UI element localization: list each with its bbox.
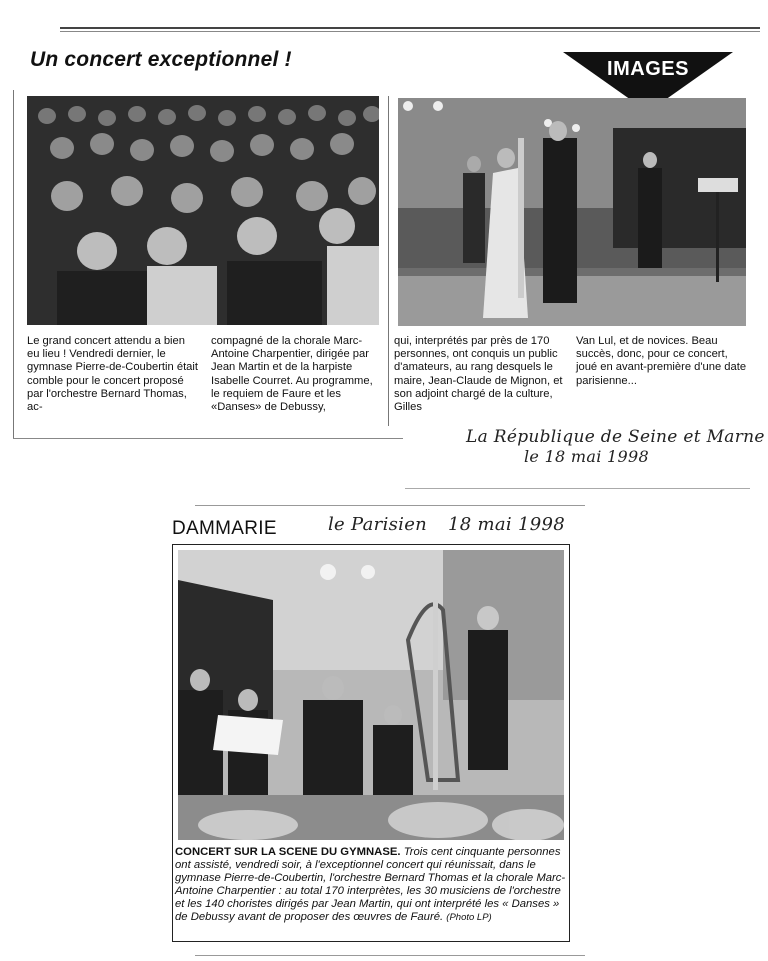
column-divider [388,96,389,426]
handwritten-newspaper-note: le Parisien [328,514,428,535]
clipping-bottom-edge-right [405,488,750,489]
caption-lead: CONCERT SUR LA SCENE DU GYMNASE. [175,846,401,858]
article-column-3 [394,335,564,414]
clipping-bottom-edge [13,438,403,439]
clipping-left-edge [13,90,14,438]
article-column-1-text: Le grand concert attendu a bien eu lieu ! Vendredi dernier, le gymnase Pierre-de-Coubertin était comble pour le concert proposé par l'orchestre Bernard Thomas, ac- [27,335,199,414]
article-column-2 [211,335,383,414]
audience-photo [27,96,379,325]
stage-photo [398,98,746,326]
orchestra-photo [178,550,564,840]
page-bottom-rule [195,955,585,956]
article-column-2-text: compagné de la chorale Marc-Antoine Charpentier, dirigée par Jean Martin et de la harpiste Isabelle Courret. Au programme, le requiem de Faure et les «Danses» de Debussy, [211,335,373,414]
article-column-4 [576,335,748,388]
article2-top-rule [195,505,585,506]
photo-credit: (Photo LP) [446,912,492,924]
caption-body: Trois cent cinquante personnes ont assisté, vendredi soir, à l'exceptionnel concert qui réunissait, dans le gymnase Pierre-de-Coubertin, l'orchestre Bernard Thomas et la chorale Marc-Antoine Charpentier : au total 170 interprètes, les 30 musiciens de l'orchestre et les 140 choristes dirigés par Jean Martin, qui ont interprété les « Danses » de Debussy avant de proposer des œuvres de Fauré. [175,846,566,924]
photo-caption [175,846,567,925]
top-rule [60,27,760,29]
images-banner-label: IMAGES [607,58,689,80]
article-column-1 [27,335,199,414]
handwritten-date-note-2: 18 mai 1998 [448,514,566,535]
article-column-4-text: Van Lul, et de novices. Beau succès, donc, pour ce concert, joué en avant-première d'une date parisienne... [576,335,747,387]
article-headline: Un concert exceptionnel ! [30,48,292,71]
handwritten-date-note: le 18 mai 1998 [524,447,649,466]
section-heading: DAMMARIE [172,518,277,539]
article-column-3-text: qui, interprétés par près de 170 personnes, ont conquis un public d'amateurs, au rang desquels le maire, Jean-Claude de Mignon, et son adjoint chargé de la culture, Gilles [394,335,563,414]
top-rule-thin [60,31,760,32]
handwritten-source-note: La République de Seine et Marne [466,427,765,447]
